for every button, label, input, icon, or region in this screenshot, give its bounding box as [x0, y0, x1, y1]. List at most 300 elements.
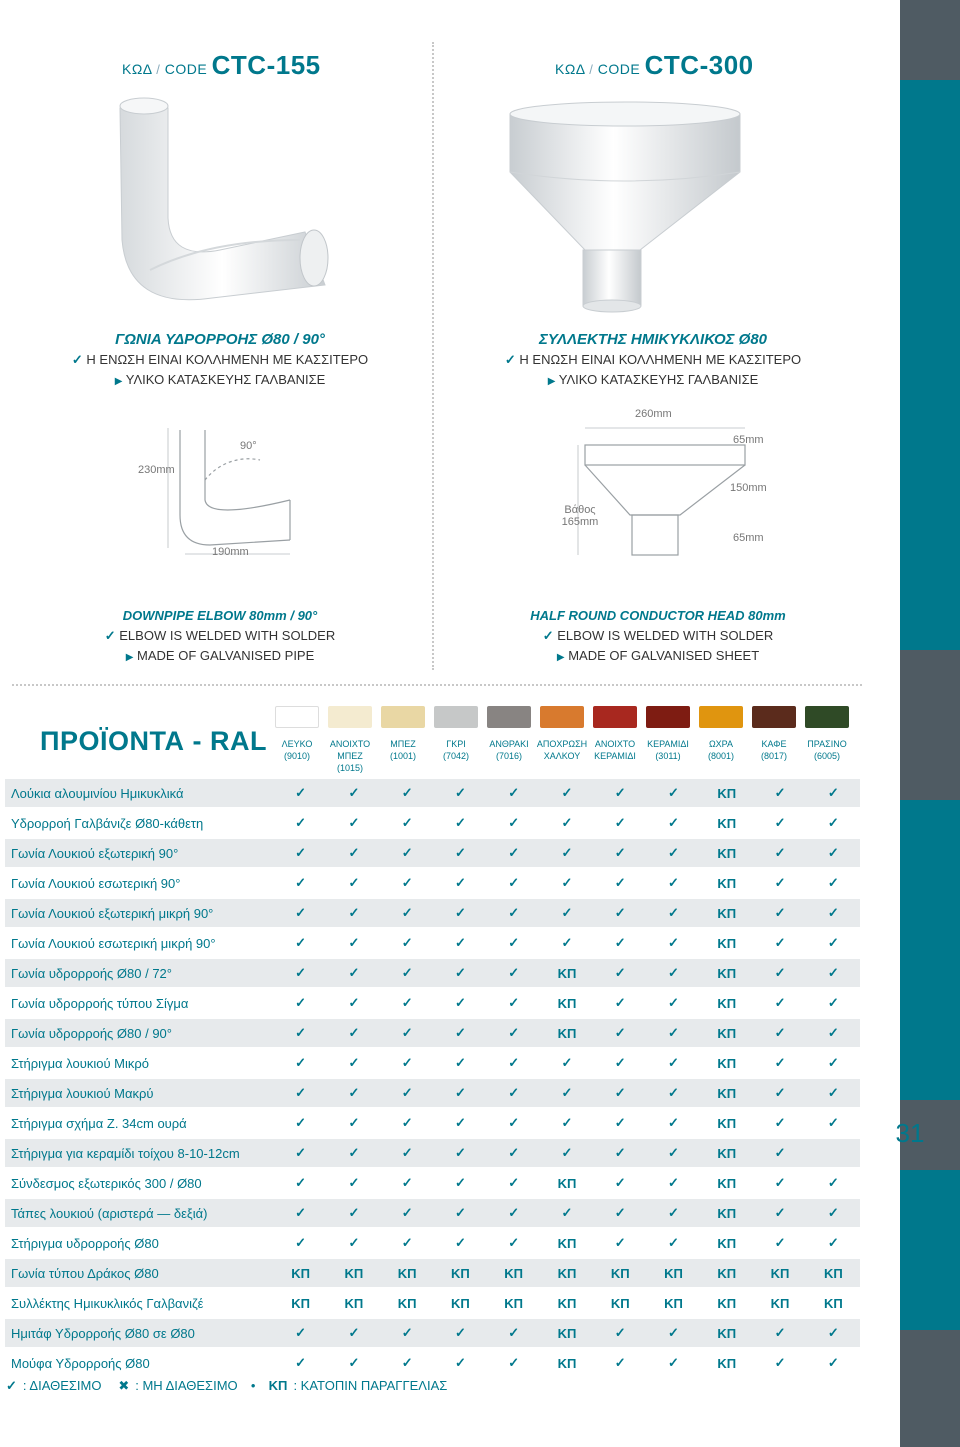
availability-cell: ✓	[753, 1199, 806, 1227]
color-name: ΑΠΟΧΡΩΣΗ ΧΑΛΚΟΥ	[536, 739, 588, 761]
dim-depth: Βάθος 165mm	[561, 504, 599, 528]
availability-cell: ✓	[594, 1019, 647, 1047]
color-name: ΠΡΑΣΙΝΟ (6005)	[807, 739, 847, 761]
availability-cell: ΚΠ	[700, 779, 753, 807]
availability-cell: ✓	[807, 1229, 860, 1257]
table-row	[5, 1019, 860, 1047]
availability-cell: ΚΠ	[700, 1319, 753, 1347]
availability-cell: ✓	[327, 1169, 380, 1197]
availability-cell: ΚΠ	[700, 959, 753, 987]
availability-cell: ✓	[327, 779, 380, 807]
availability-cell: ✓	[327, 1319, 380, 1347]
availability-cell: ✓	[381, 1229, 434, 1257]
product-name: Ημιτάφ Υδρορροής Ø80 σε Ø80	[5, 1319, 274, 1347]
color-swatch	[752, 706, 796, 728]
availability-cell: ✓	[540, 899, 593, 927]
table-row	[5, 899, 860, 927]
availability-cell: ΚΠ	[700, 869, 753, 897]
availability-cell: ΚΠ	[594, 1259, 647, 1287]
availability-cell: ✓	[753, 779, 806, 807]
product-name: Λούκια αλουμινίου Ημικυκλικά	[5, 779, 274, 807]
availability-cell: ΚΠ	[381, 1259, 434, 1287]
color-swatch	[805, 706, 849, 728]
downpipe-elbow-image	[100, 90, 360, 310]
check-icon: ✓	[504, 352, 516, 367]
availability-cell: ✓	[594, 779, 647, 807]
availability-cell: ✓	[594, 1139, 647, 1167]
availability-cell: ✓	[807, 1169, 860, 1197]
product-name: Γωνία Λουκιού εξωτερική μικρή 90°	[5, 899, 274, 927]
dim-top: 260mm	[635, 408, 672, 420]
availability-cell: ✓	[274, 1049, 327, 1077]
color-name: ΑΝΟΙΧΤΟ ΚΕΡΑΜΙΔΙ	[594, 739, 636, 761]
availability-cell: ✓	[327, 1139, 380, 1167]
availability-cell: ΚΠ	[594, 1289, 647, 1317]
table-row	[5, 809, 860, 837]
availability-cell: ✓	[807, 1349, 860, 1377]
availability-cell: ✓	[753, 839, 806, 867]
availability-cell: ✓	[274, 1079, 327, 1107]
availability-cell: ✓	[647, 869, 700, 897]
availability-cell: ✓	[753, 1319, 806, 1347]
availability-cell: ✓	[647, 959, 700, 987]
availability-cell: ✓	[594, 1319, 647, 1347]
availability-cell: ✓	[274, 1019, 327, 1047]
availability-cell: ✓	[487, 989, 540, 1017]
left-info-en: DOWNPIPE ELBOW 80mm / 90° ✓ ELBOW IS WELDED WITH SOLDER ▶ MADE OF GALVANISED PIPE	[104, 608, 336, 663]
triangle-icon: ▶	[125, 652, 134, 663]
availability-cell: ✓	[274, 1109, 327, 1137]
right-info-gr: ΣΥΛΛΕΚΤΗΣ ΗΜΙΚΥΚΛΙΚΟΣ Ø80 ✓ Η ΕΝΩΣΗ ΕΙΝΑΙ ΚΟΛΛΗΜΕΝΗ ΜΕ ΚΑΣΣΙΤΕΡΟ ▶ ΥΛΙΚΟ ΚΑΤΑΣΚΕΥΗΣ ΓΑΛΒΑΝΙΣΕ	[504, 331, 802, 387]
cross-icon: ✖	[118, 1378, 130, 1393]
availability-cell	[807, 1139, 860, 1167]
table-row	[5, 1229, 860, 1257]
product-name: Γωνία υδρορροής τύπου Σίγμα	[5, 989, 274, 1017]
check-icon: ✓	[71, 352, 83, 367]
availability-cell: ✓	[487, 1199, 540, 1227]
availability-cell: ✓	[647, 1139, 700, 1167]
legend: ✓ : ΔΙΑΘΕΣΙΜΟ ✖ : ΜΗ ΔΙΑΘΕΣΙΜΟ • ΚΠ : ΚΑΤΟΠΙΝ ΠΑΡΑΓΓΕΛΙΑΣ	[6, 1378, 448, 1393]
table-row	[5, 1169, 860, 1197]
availability-cell: ✓	[540, 869, 593, 897]
product-name: Σύνδεσμος εξωτερικός 300 / Ø80	[5, 1169, 274, 1197]
availability-cell: ✓	[274, 1229, 327, 1257]
availability-cell: ✓	[594, 1049, 647, 1077]
availability-cell: ✓	[753, 1019, 806, 1047]
table-row	[5, 1349, 860, 1377]
availability-cell: ✓	[434, 809, 487, 837]
availability-cell: ΚΠ	[700, 1349, 753, 1377]
triangle-icon: ▶	[556, 652, 565, 663]
product-name: Στήριγμα σχήμα Ζ. 34cm ουρά	[5, 1109, 274, 1137]
availability-cell: ✓	[327, 839, 380, 867]
availability-cell: ✓	[274, 929, 327, 957]
availability-cell: ✓	[647, 1199, 700, 1227]
availability-cell: ✓	[434, 1049, 487, 1077]
availability-cell: ΚΠ	[700, 989, 753, 1017]
product-name: Στήριγμα υδρορροής Ø80	[5, 1229, 274, 1257]
availability-cell: ✓	[487, 1319, 540, 1347]
availability-cell: ✓	[807, 869, 860, 897]
availability-cell: ✓	[647, 839, 700, 867]
availability-cell: ✓	[487, 959, 540, 987]
table-row	[5, 779, 860, 807]
availability-cell: ✓	[753, 929, 806, 957]
availability-cell: ✓	[594, 1079, 647, 1107]
dim-bottom: 65mm	[733, 532, 764, 544]
table-row	[5, 839, 860, 867]
availability-cell: ✓	[807, 989, 860, 1017]
availability-cell: ΚΠ	[700, 1169, 753, 1197]
color-name: ΑΝΘΡΑΚΙ (7016)	[489, 739, 529, 761]
availability-cell: ✓	[381, 1349, 434, 1377]
availability-cell: ΚΠ	[700, 809, 753, 837]
availability-cell: ✓	[753, 1169, 806, 1197]
table-row	[5, 1139, 860, 1167]
availability-cell: ✓	[807, 839, 860, 867]
availability-cell: ✓	[434, 1139, 487, 1167]
availability-cell: ✓	[434, 929, 487, 957]
availability-cell: ✓	[647, 929, 700, 957]
availability-cell: ✓	[807, 809, 860, 837]
product-name: Γωνία Λουκιού εσωτερική μικρή 90°	[5, 929, 274, 957]
dim-mid: 150mm	[730, 482, 767, 494]
availability-cell: ✓	[381, 959, 434, 987]
availability-cell: ΚΠ	[327, 1289, 380, 1317]
availability-cell: ✓	[487, 929, 540, 957]
conductor-head-image	[505, 90, 775, 320]
availability-cell: ✓	[274, 1199, 327, 1227]
availability-cell: ΚΠ	[540, 1349, 593, 1377]
dim-top-h: 65mm	[733, 434, 764, 446]
table-row	[5, 959, 860, 987]
color-swatch	[381, 706, 425, 728]
column-divider	[432, 42, 434, 670]
availability-cell: ✓	[434, 989, 487, 1017]
availability-cell: ✓	[487, 899, 540, 927]
availability-cell: ✓	[807, 959, 860, 987]
availability-cell: ✓	[540, 1109, 593, 1137]
availability-cell: ΚΠ	[274, 1289, 327, 1317]
availability-cell: ✓	[327, 1079, 380, 1107]
availability-cell: ✓	[647, 989, 700, 1017]
availability-cell: ΚΠ	[700, 1049, 753, 1077]
availability-cell: ΚΠ	[381, 1289, 434, 1317]
product-name: Συλλέκτης Ημικυκλικός Γαλβανιζέ	[5, 1289, 274, 1317]
availability-cell: ✓	[434, 1319, 487, 1347]
table-row	[5, 1289, 860, 1317]
availability-cell: ✓	[381, 1319, 434, 1347]
color-swatch	[646, 706, 690, 728]
availability-cell: ✓	[647, 1229, 700, 1257]
product-name: Στήριγμα για κεραμίδι τοίχου 8-10-12cm	[5, 1139, 274, 1167]
availability-cell: ΚΠ	[753, 1289, 806, 1317]
availability-cell: ✓	[274, 1319, 327, 1347]
availability-cell: ✓	[434, 1019, 487, 1047]
table-row	[5, 929, 860, 957]
availability-cell: ✓	[327, 899, 380, 927]
availability-cell: ✓	[274, 809, 327, 837]
availability-cell: ✓	[540, 1199, 593, 1227]
section-divider	[12, 684, 862, 686]
availability-cell: ✓	[647, 1109, 700, 1137]
color-swatch	[487, 706, 531, 728]
product-code-right: ΚΩΔ / CODE CTC-300	[555, 50, 754, 80]
availability-cell: ✓	[647, 809, 700, 837]
product-code-left: ΚΩΔ / CODE CTC-155	[122, 50, 321, 80]
table-row	[5, 1319, 860, 1347]
availability-cell: ΚΠ	[540, 1229, 593, 1257]
availability-cell: ✓	[753, 959, 806, 987]
availability-cell: ΚΠ	[807, 1259, 860, 1287]
availability-cell: ✓	[434, 959, 487, 987]
availability-cell: ✓	[274, 839, 327, 867]
availability-cell: ✓	[381, 929, 434, 957]
availability-cell: ✓	[540, 929, 593, 957]
availability-cell: ✓	[327, 809, 380, 837]
availability-cell: ✓	[807, 929, 860, 957]
availability-cell: ✓	[594, 809, 647, 837]
availability-cell: ✓	[381, 1049, 434, 1077]
availability-cell: ✓	[274, 1139, 327, 1167]
availability-cell: ✓	[753, 1079, 806, 1107]
availability-cell: ✓	[381, 779, 434, 807]
product-name: Γωνία υδρορροής Ø80 / 72°	[5, 959, 274, 987]
right-info-en: HALF ROUND CONDUCTOR HEAD 80mm ✓ ELBOW IS WELDED WITH SOLDER ▶ MADE OF GALVANISED SHEET	[530, 608, 786, 663]
availability-cell: ✓	[807, 899, 860, 927]
product-name: Στήριγμα λουκιού Μικρό	[5, 1049, 274, 1077]
availability-cell: ✓	[753, 1049, 806, 1077]
availability-cell: ✓	[381, 869, 434, 897]
availability-cell: ✓	[647, 779, 700, 807]
availability-cell: ✓	[594, 869, 647, 897]
table-row	[5, 1199, 860, 1227]
availability-cell: ✓	[487, 809, 540, 837]
availability-cell: ΚΠ	[700, 1289, 753, 1317]
availability-cell: ΚΠ	[807, 1289, 860, 1317]
availability-cell: ✓	[434, 839, 487, 867]
color-swatch	[275, 706, 319, 728]
availability-cell: ΚΠ	[327, 1259, 380, 1287]
color-swatch	[699, 706, 743, 728]
check-icon: ✓	[542, 628, 554, 643]
color-name: ΓΚΡΙ (7042)	[442, 739, 469, 761]
availability-cell: ✓	[807, 1319, 860, 1347]
availability-cell: ✓	[381, 1079, 434, 1107]
availability-cell: ΚΠ	[540, 1259, 593, 1287]
availability-cell: ΚΠ	[700, 839, 753, 867]
availability-cell: ✓	[327, 989, 380, 1017]
availability-cell: ✓	[594, 899, 647, 927]
availability-cell: ΚΠ	[487, 1259, 540, 1287]
color-name: ΚΕΡΑΜΙΔΙ (3011)	[647, 739, 689, 761]
availability-cell: ✓	[381, 1139, 434, 1167]
availability-cell: ✓	[381, 809, 434, 837]
availability-cell: ✓	[647, 899, 700, 927]
availability-cell: ✓	[434, 899, 487, 927]
availability-cell: ΚΠ	[540, 1319, 593, 1347]
availability-cell: ΚΠ	[274, 1259, 327, 1287]
dim-height: 230mm	[138, 464, 175, 476]
availability-cell: ✓	[274, 989, 327, 1017]
availability-cell: ΚΠ	[647, 1289, 700, 1317]
availability-cell: ✓	[487, 869, 540, 897]
color-name: ΩΧΡΑ (8001)	[707, 739, 734, 761]
availability-cell: ✓	[753, 1109, 806, 1137]
availability-cell: ΚΠ	[700, 1229, 753, 1257]
ral-title: ΠΡΟΪΟΝΤΑ - RAL	[40, 726, 267, 756]
dim-width: 190mm	[212, 546, 249, 558]
product-name: Υδρορροή Γαλβάνιζε Ø80-κάθετη	[5, 809, 274, 837]
left-info-gr: ΓΩΝΙΑ ΥΔΡΟΡΡΟΗΣ Ø80 / 90° ✓ Η ΕΝΩΣΗ ΕΙΝΑΙ ΚΟΛΛΗΜΕΝΗ ΜΕ ΚΑΣΣΙΤΕΡΟ ▶ ΥΛΙΚΟ ΚΑΤΑΣΚΕΥΗΣ ΓΑΛΒΑΝΙΣΕ	[71, 331, 369, 387]
availability-cell: ✓	[381, 839, 434, 867]
product-name: Γωνία τύπου Δράκος Ø80	[5, 1259, 274, 1287]
availability-cell: ✓	[327, 1109, 380, 1137]
availability-cell: ✓	[807, 1109, 860, 1137]
availability-cell: ΚΠ	[700, 1109, 753, 1137]
availability-cell: ✓	[327, 929, 380, 957]
availability-cell: ✓	[594, 1229, 647, 1257]
color-name: ΛΕΥΚΟ (9010)	[281, 739, 313, 761]
availability-cell: ✓	[594, 1349, 647, 1377]
availability-cell: ΚΠ	[540, 959, 593, 987]
product-name: Τάπες λουκιού (αριστερά — δεξιά)	[5, 1199, 274, 1227]
availability-cell: ✓	[487, 1229, 540, 1257]
availability-cell: ✓	[487, 1019, 540, 1047]
triangle-icon: ▶	[547, 376, 556, 387]
availability-cell: ✓	[381, 989, 434, 1017]
color-name: ΚΑΦΕ (8017)	[760, 739, 787, 761]
availability-cell: ΚΠ	[540, 989, 593, 1017]
product-name: Μούφα Υδρορροής Ø80	[5, 1349, 274, 1377]
product-name: Γωνία Λουκιού εσωτερική 90°	[5, 869, 274, 897]
availability-cell: ΚΠ	[700, 1259, 753, 1287]
availability-cell: ✓	[434, 1169, 487, 1197]
availability-cell: ✓	[487, 1079, 540, 1107]
availability-cell: ✓	[487, 1169, 540, 1197]
availability-cell: ✓	[487, 1349, 540, 1377]
availability-cell: ΚΠ	[700, 1139, 753, 1167]
availability-cell: ✓	[594, 989, 647, 1017]
availability-cell: ΚΠ	[487, 1289, 540, 1317]
product-name: Γωνία Λουκιού εξωτερική 90°	[5, 839, 274, 867]
availability-cell: ✓	[327, 1019, 380, 1047]
availability-cell: ✓	[274, 869, 327, 897]
availability-cell: ✓	[327, 959, 380, 987]
page-number: 31	[895, 1118, 925, 1148]
table-row	[5, 989, 860, 1017]
table-row	[5, 1259, 860, 1287]
product-name: Γωνία υδρορροής Ø80 / 90°	[5, 1019, 274, 1047]
availability-cell: ✓	[381, 1169, 434, 1197]
availability-cell: ✓	[540, 1139, 593, 1167]
availability-cell: ΚΠ	[434, 1289, 487, 1317]
availability-cell: ✓	[434, 1349, 487, 1377]
table-row	[5, 1109, 860, 1137]
availability-cell: ✓	[647, 1349, 700, 1377]
availability-cell: ✓	[807, 1079, 860, 1107]
availability-cell: ✓	[594, 1109, 647, 1137]
availability-cell: ✓	[327, 1049, 380, 1077]
availability-cell: ✓	[434, 1109, 487, 1137]
availability-cell: ΚΠ	[700, 1019, 753, 1047]
availability-cell: ✓	[753, 809, 806, 837]
table-row	[5, 1079, 860, 1107]
availability-cell: ✓	[647, 1049, 700, 1077]
availability-cell: ✓	[274, 1169, 327, 1197]
availability-cell: ✓	[434, 1199, 487, 1227]
triangle-icon: ▶	[114, 376, 123, 387]
availability-cell: ✓	[540, 839, 593, 867]
availability-table	[5, 777, 860, 1379]
availability-cell: ✓	[647, 1079, 700, 1107]
availability-cell: ✓	[540, 779, 593, 807]
availability-cell: ΚΠ	[434, 1259, 487, 1287]
availability-cell: ✓	[540, 1049, 593, 1077]
product-name: Στήριγμα λουκιού Μακρύ	[5, 1079, 274, 1107]
availability-cell: ✓	[381, 1019, 434, 1047]
availability-cell: ✓	[753, 1349, 806, 1377]
availability-cell: ✓	[434, 1079, 487, 1107]
availability-cell: ΚΠ	[647, 1259, 700, 1287]
availability-cell: ✓	[594, 929, 647, 957]
availability-cell: ✓	[753, 989, 806, 1017]
availability-cell: ✓	[327, 869, 380, 897]
availability-cell: ✓	[434, 779, 487, 807]
availability-cell: ΚΠ	[700, 1199, 753, 1227]
availability-cell: ✓	[487, 839, 540, 867]
availability-cell: ✓	[807, 779, 860, 807]
availability-cell: ΚΠ	[700, 1079, 753, 1107]
availability-cell: ✓	[274, 1349, 327, 1377]
color-swatch	[434, 706, 478, 728]
availability-cell: ΚΠ	[540, 1169, 593, 1197]
availability-cell: ✓	[434, 869, 487, 897]
availability-cell: ✓	[594, 839, 647, 867]
availability-cell: ✓	[594, 1169, 647, 1197]
availability-cell: ✓	[327, 1229, 380, 1257]
availability-cell: ΚΠ	[700, 899, 753, 927]
availability-cell: ✓	[274, 959, 327, 987]
availability-cell: ✓	[381, 899, 434, 927]
dim-angle: 90°	[240, 440, 257, 452]
availability-cell: ✓	[753, 899, 806, 927]
availability-cell: ✓	[540, 1079, 593, 1107]
color-swatch	[593, 706, 637, 728]
availability-cell: ✓	[381, 1199, 434, 1227]
availability-cell: ✓	[381, 1109, 434, 1137]
availability-cell: ✓	[753, 1139, 806, 1167]
availability-cell: ✓	[807, 1019, 860, 1047]
table-row	[5, 869, 860, 897]
availability-cell: ✓	[327, 1199, 380, 1227]
availability-cell: ✓	[807, 1049, 860, 1077]
availability-cell: ✓	[274, 779, 327, 807]
availability-cell: ΚΠ	[540, 1289, 593, 1317]
availability-cell: ✓	[753, 1229, 806, 1257]
availability-cell: ✓	[647, 1319, 700, 1347]
color-swatch	[328, 706, 372, 728]
availability-cell: ✓	[647, 1019, 700, 1047]
table-row	[5, 1049, 860, 1077]
availability-cell: ΚΠ	[753, 1259, 806, 1287]
availability-cell: ✓	[434, 1229, 487, 1257]
availability-cell: ✓	[487, 1049, 540, 1077]
availability-cell: ✓	[327, 1349, 380, 1377]
availability-cell: ✓	[487, 1139, 540, 1167]
availability-cell: ΚΠ	[700, 929, 753, 957]
color-swatch	[540, 706, 584, 728]
